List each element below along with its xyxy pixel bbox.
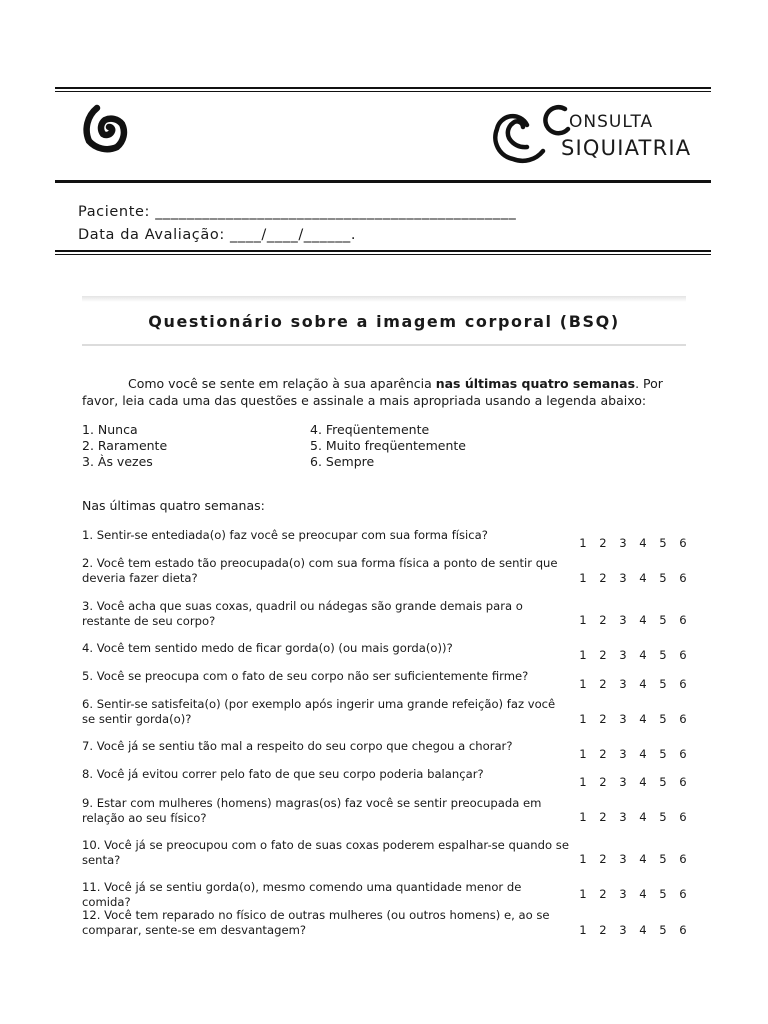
scale-option[interactable]: 6	[679, 810, 687, 824]
brand-name-bottom: SIQUIATRIA	[561, 136, 692, 160]
header-rule-top-2	[55, 91, 711, 92]
scale-option[interactable]: 4	[639, 613, 647, 627]
scale-option[interactable]: 1	[579, 923, 587, 937]
scale-option[interactable]: 2	[599, 923, 607, 937]
instructions-text-2: . Por favor, leia cada uma das questões e assinale a mais apropriada usando a legenda abaixo:	[82, 376, 663, 408]
scale-option[interactable]: 6	[679, 852, 687, 866]
question-2: 2. Você tem estado tão preocupada(o) com sua forma física a ponto de sentir que deveria fazer dieta?	[82, 556, 558, 585]
question-7: 7. Você já se sentiu tão mal a respeito do seu corpo que chegou a chorar?	[82, 739, 513, 753]
legend-item: 4. Freqüentemente	[310, 422, 430, 437]
scale-option[interactable]: 2	[599, 571, 607, 585]
instructions-emphasis: nas últimas quatro semanas	[435, 376, 636, 391]
header-rule-top-1	[55, 87, 711, 89]
legend-item: 3. Às vezes	[82, 454, 153, 469]
brand-name-top: ONSULTA	[569, 112, 654, 132]
legend-item: 5. Muito freqüentemente	[310, 438, 466, 453]
question-8: 8. Você já evitou correr pelo fato de que seu corpo poderia balançar?	[82, 767, 484, 781]
scale-option[interactable]: 5	[659, 613, 667, 627]
scale-option[interactable]: 2	[599, 613, 607, 627]
scale-option[interactable]: 1	[579, 677, 587, 691]
answer-scale-4[interactable]	[578, 648, 688, 662]
scale-option[interactable]: 6	[679, 536, 687, 550]
scale-option[interactable]: 6	[679, 747, 687, 761]
scale-option[interactable]: 5	[659, 852, 667, 866]
evaluation-date-field[interactable]: Data da Avaliação: ____/____/______.	[78, 227, 357, 243]
scale-option[interactable]: 6	[679, 677, 687, 691]
scale-option[interactable]: 4	[639, 677, 647, 691]
section-subhead: Nas últimas quatro semanas:	[82, 498, 265, 513]
scale-option[interactable]: 5	[659, 775, 667, 789]
scale-option[interactable]: 1	[579, 775, 587, 789]
scale-option[interactable]: 3	[619, 571, 627, 585]
scale-option[interactable]: 5	[659, 712, 667, 726]
scale-option[interactable]: 6	[679, 712, 687, 726]
question-3: 3. Você acha que suas coxas, quadril ou nádegas são grande demais para o restante de seu corpo?	[82, 599, 523, 628]
scale-option[interactable]: 2	[599, 852, 607, 866]
scale-option[interactable]: 3	[619, 775, 627, 789]
legend-left	[82, 422, 167, 470]
legend-item: 1. Nunca	[82, 422, 138, 437]
question-5: 5. Você se preocupa com o fato de seu corpo não ser suficientemente firme?	[82, 669, 529, 683]
answer-scale-7[interactable]	[578, 747, 688, 761]
scale-option[interactable]: 1	[579, 810, 587, 824]
scale-option[interactable]: 5	[659, 677, 667, 691]
answer-scale-2[interactable]	[578, 571, 688, 585]
question-11: 11. Você já se sentiu gorda(o), mesmo comendo uma quantidade menor de comida?	[82, 880, 522, 909]
question-1: 1. Sentir-se entediada(o) faz você se preocupar com sua forma física?	[82, 528, 488, 542]
scale-option[interactable]: 5	[659, 747, 667, 761]
scale-option[interactable]: 2	[599, 677, 607, 691]
scale-option[interactable]: 2	[599, 747, 607, 761]
answer-scale-11[interactable]	[578, 887, 688, 901]
answer-scale-5[interactable]	[578, 677, 688, 691]
scale-option[interactable]: 2	[599, 536, 607, 550]
scale-option[interactable]: 4	[639, 571, 647, 585]
scale-option[interactable]: 5	[659, 923, 667, 937]
scale-option[interactable]: 3	[619, 747, 627, 761]
consulta-logo-icon	[487, 97, 571, 167]
scale-option[interactable]: 5	[659, 571, 667, 585]
scale-option[interactable]: 6	[679, 571, 687, 585]
scale-option[interactable]: 3	[619, 648, 627, 662]
title-frame-bottom	[82, 344, 686, 346]
scale-option[interactable]: 1	[579, 852, 587, 866]
answer-scale-12[interactable]	[578, 923, 688, 937]
scale-option[interactable]: 4	[639, 648, 647, 662]
scale-option[interactable]: 5	[659, 810, 667, 824]
scale-option[interactable]: 5	[659, 648, 667, 662]
instructions	[82, 376, 686, 409]
form-rule-2	[55, 254, 711, 255]
patient-field[interactable]: Paciente: ______________________________________________	[78, 204, 517, 220]
answer-scale-9[interactable]	[578, 810, 688, 824]
scale-option[interactable]: 1	[579, 536, 587, 550]
answer-scale-10[interactable]	[578, 852, 688, 866]
scale-option[interactable]: 1	[579, 571, 587, 585]
answer-scale-6[interactable]	[578, 712, 688, 726]
scale-option[interactable]: 6	[679, 648, 687, 662]
scale-option[interactable]: 2	[599, 810, 607, 824]
scale-option[interactable]: 4	[639, 923, 647, 937]
scale-option[interactable]: 5	[659, 887, 667, 901]
scale-option[interactable]: 1	[579, 613, 587, 627]
answer-scale-1[interactable]	[578, 536, 688, 550]
scale-option[interactable]: 4	[639, 747, 647, 761]
scale-option[interactable]: 3	[619, 923, 627, 937]
scale-option[interactable]: 6	[679, 613, 687, 627]
scale-option[interactable]: 1	[579, 747, 587, 761]
question-9: 9. Estar com mulheres (homens) magras(os) faz você se sentir preocupada em relação ao seu físico?	[82, 796, 542, 825]
scale-option[interactable]: 4	[639, 775, 647, 789]
answer-scale-8[interactable]	[578, 775, 688, 789]
question-10: 10. Você já se preocupou com o fato de suas coxas poderem espalhar-se quando se senta?	[82, 838, 569, 867]
form-rule-1	[55, 250, 711, 252]
scale-option[interactable]: 6	[679, 775, 687, 789]
scale-option[interactable]: 3	[619, 810, 627, 824]
header-rule-bottom	[55, 180, 711, 183]
scale-option[interactable]: 4	[639, 712, 647, 726]
page-title: Questionário sobre a imagem corporal (BSQ)	[148, 312, 620, 331]
scale-option[interactable]: 1	[579, 887, 587, 901]
scale-option[interactable]: 2	[599, 648, 607, 662]
scale-option[interactable]: 4	[639, 852, 647, 866]
scale-option[interactable]: 6	[679, 923, 687, 937]
scale-option[interactable]: 2	[599, 887, 607, 901]
question-6: 6. Sentir-se satisfeita(o) (por exemplo após ingerir uma grande refeição) faz você se sentir gorda(o)?	[82, 697, 556, 726]
scale-option[interactable]: 1	[579, 712, 587, 726]
question-12: 12. Você tem reparado no físico de outras mulheres (ou outros homens) e, ao se comparar, sente-se em desvantagem?	[82, 908, 550, 937]
legend-right	[310, 422, 466, 470]
scale-option[interactable]: 1	[579, 648, 587, 662]
answer-scale-3[interactable]	[578, 613, 688, 627]
scale-option[interactable]: 2	[599, 775, 607, 789]
scale-option[interactable]: 6	[679, 887, 687, 901]
scale-option[interactable]: 3	[619, 852, 627, 866]
scale-option[interactable]: 2	[599, 712, 607, 726]
scale-option[interactable]: 4	[639, 536, 647, 550]
scale-option[interactable]: 3	[619, 887, 627, 901]
spiral-logo-icon	[76, 96, 142, 162]
scale-option[interactable]: 4	[639, 810, 647, 824]
scale-option[interactable]: 3	[619, 712, 627, 726]
scale-option[interactable]: 3	[619, 613, 627, 627]
instructions-text-1: Como você se sente em relação à sua aparência	[128, 376, 436, 391]
legend-item: 6. Sempre	[310, 454, 375, 469]
scale-option[interactable]: 4	[639, 887, 647, 901]
title-frame-top	[82, 296, 686, 302]
scale-option[interactable]: 3	[619, 536, 627, 550]
scale-option[interactable]: 3	[619, 677, 627, 691]
question-4: 4. Você tem sentido medo de ficar gorda(o) (ou mais gorda(o))?	[82, 641, 453, 655]
scale-option[interactable]: 5	[659, 536, 667, 550]
legend-item: 2. Raramente	[82, 438, 168, 453]
